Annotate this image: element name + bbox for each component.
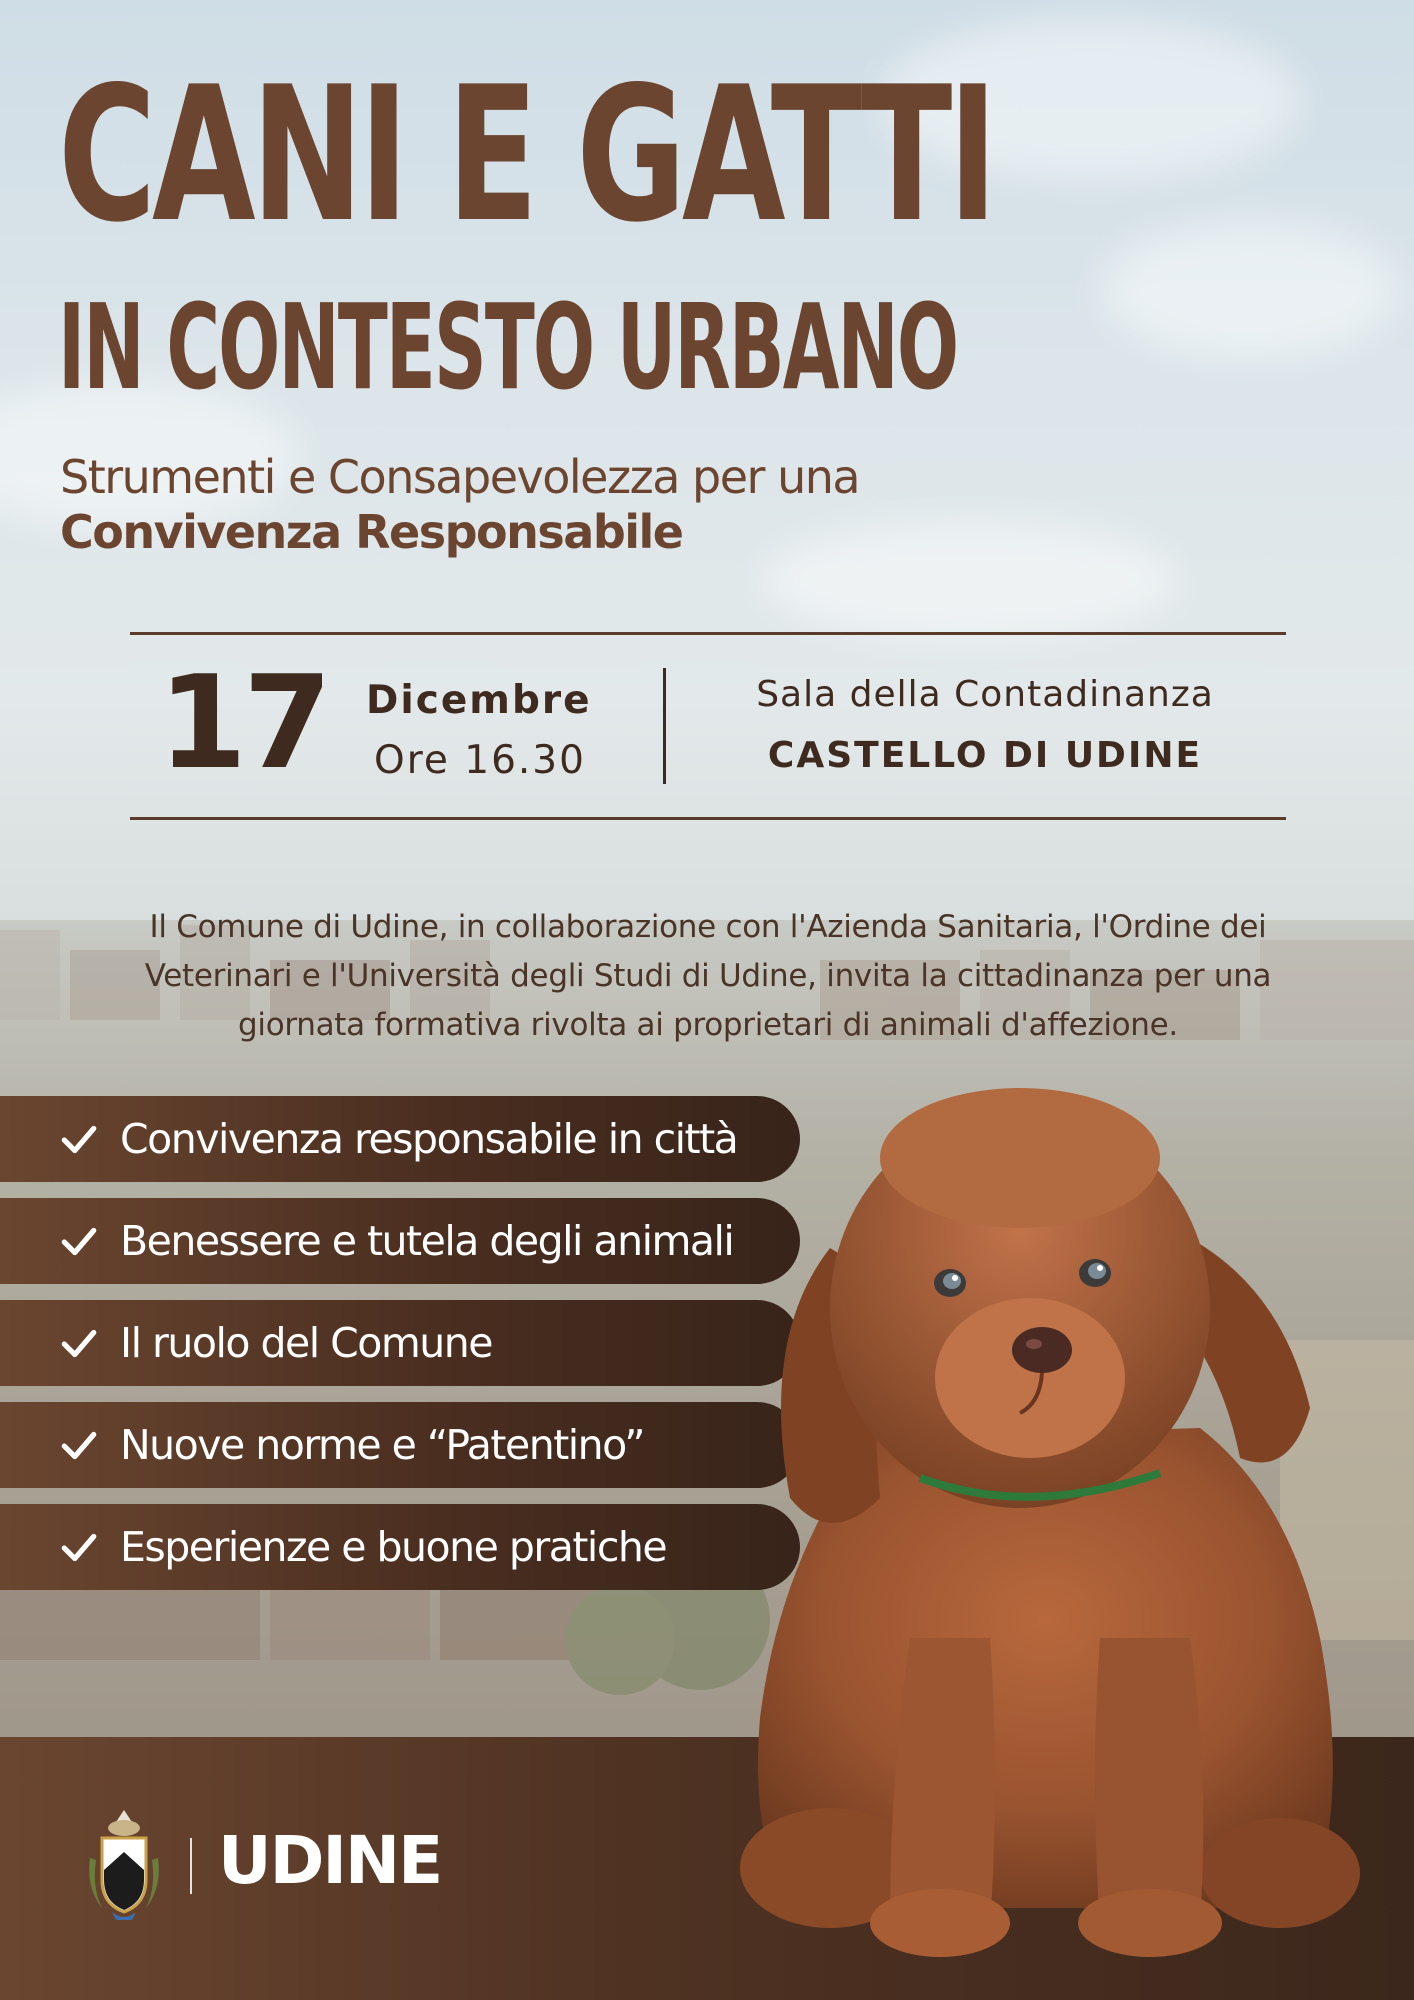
topic-item [0, 1096, 800, 1182]
check-icon [58, 1118, 100, 1160]
event-month: Dicembre [366, 678, 592, 723]
check-icon [58, 1220, 100, 1262]
venue-room: Sala della Contadinanza [756, 674, 1214, 715]
check-icon [58, 1526, 100, 1568]
topic-label: Nuove norme e “Patentino” [120, 1421, 645, 1469]
event-time: Ore 16.30 [374, 738, 586, 783]
udine-coat-of-arms-icon [82, 1808, 166, 1924]
divider-bottom [130, 817, 1286, 820]
tagline-line-2: Convivenza Responsabile [60, 505, 683, 560]
venue-place: CASTELLO DI UDINE [767, 735, 1203, 776]
topic-label: Esperienze e buone pratiche [120, 1523, 667, 1571]
check-icon [58, 1424, 100, 1466]
intro-paragraph: Il Comune di Udine, in collaborazione con l'Azienda Sanitaria, l'Ordine dei Veterinari e l'Università degli Studi di Udine, invita la cittadinanza per una giornata formativa rivolta ai proprietari di animali d'affezione. [144, 909, 1272, 1043]
topic-item [0, 1300, 800, 1386]
footer-separator [190, 1838, 192, 1894]
event-venue [700, 674, 1270, 776]
puppy-photo [720, 1078, 1370, 1958]
check-icon [58, 1322, 100, 1364]
tagline-line-1: Strumenti e Consapevolezza per una [60, 450, 860, 504]
city-logo-wordmark: UDINE [218, 1822, 442, 1899]
topic-label: Il ruolo del Comune [120, 1319, 492, 1367]
cloud-decoration [1100, 220, 1400, 360]
topic-item [0, 1402, 800, 1488]
topic-item [0, 1504, 800, 1590]
tagline [60, 450, 859, 560]
poster-title: CANI E GATTI [58, 46, 994, 263]
topic-label: Benessere e tutela degli animali [120, 1217, 734, 1265]
divider-vertical [663, 668, 666, 784]
divider-top [130, 632, 1286, 635]
poster-subtitle: IN CONTESTO URBANO [58, 278, 958, 416]
topic-item [0, 1198, 800, 1284]
event-day: 17 [158, 649, 329, 798]
topic-label: Convivenza responsabile in città [120, 1115, 738, 1163]
